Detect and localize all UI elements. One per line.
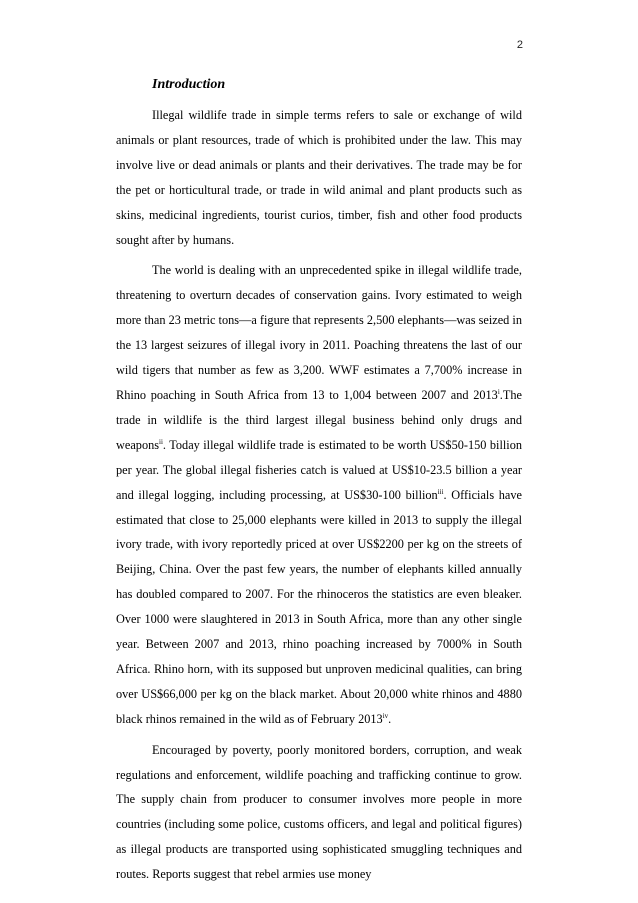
body-paragraph — [116, 103, 522, 252]
footnote-marker: i — [497, 387, 500, 396]
body-paragraph — [116, 738, 522, 887]
paragraph-container — [116, 103, 522, 887]
paragraph-text: .The trade in wildlife is the third largest illegal business behind only drugs and weapons — [116, 387, 522, 452]
paragraph-text: Encouraged by poverty, poorly monitored borders, corruption, and weak regulations and enforcement, wildlife poaching and trafficking continue to grow. The supply chain from producer to consumer involves more people in more countries (including some police, customs officers, and legal and political figures) as illegal products are transported using sophisticated smuggling techniques and routes. Reports suggest that rebel armies use money — [116, 742, 522, 882]
paragraph-text: . Today illegal wildlife trade is estimated to be worth US$50-150 billion per year. The global illegal fisheries catch is valued at US$10-23.5 billion a year and illegal logging, including processing, at US$30-100 billion — [116, 437, 522, 502]
footnote-marker: iv — [382, 711, 389, 720]
paragraph-text: . — [388, 711, 392, 726]
section-heading: Introduction — [152, 77, 226, 92]
page-number: 2 — [516, 39, 523, 51]
footnote-marker: iii — [437, 487, 444, 496]
paragraph-text: Illegal wildlife trade in simple terms refers to sale or exchange of wild animals or plant resources, trade of which is prohibited under the law. This may involve live or dead animals or plants and their derivatives. The trade may be for the pet or horticultural trade, or trade in wild animal and plant products such as skins, medicinal ingredients, tourist curios, timber, fish and other food products sought after by humans. — [116, 108, 522, 247]
footnote-marker: ii — [159, 437, 163, 446]
document-body — [116, 72, 522, 893]
paragraph-text: The world is dealing with an unprecedented spike in illegal wildlife trade, threatening to overturn decades of conservation gains. Ivory estimated to weigh more than 23 metric tons—a figure that represents 2,500 elephants—was seized in the 13 largest seizures of illegal ivory in 2011. Poaching threatens the last of our wild tigers that number as few as 3,200. WWF estimates a 7,700% increase in Rhino poaching in South Africa from 13 to 1,004 between 2007 and 2013 — [116, 263, 522, 402]
body-paragraph — [116, 258, 522, 731]
paragraph-text: . Officials have estimated that close to 25,000 elephants were killed in 2013 to supply the illegal ivory trade, with ivory reportedly priced at over US$2200 per kg on the streets of Beijing, China. Over the past few years, the number of elephants killed annually has doubled compared to 2007. For the rhinoceros the statistics are even bleaker. Over 1000 were slaughtered in 2013 in South Africa, more than any other single year. Between 2007 and 2013, rhino poaching increased by 7000% in South Africa. Rhino horn, with its supposed but unproven medicinal qualities, can bring over US$66,000 per kg on the black market. About 20,000 white rhinos and 4880 black rhinos remained in the wild as of February 2013 — [116, 487, 522, 726]
